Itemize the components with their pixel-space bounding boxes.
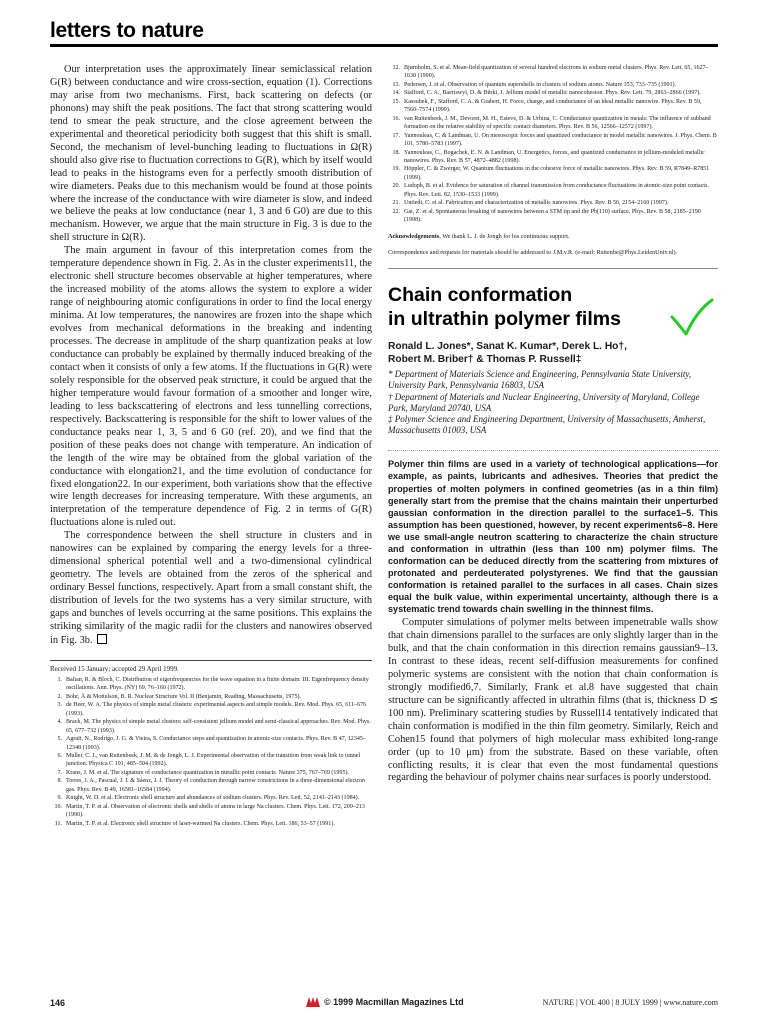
header-rule — [50, 44, 718, 47]
reference-item: 10. Martin, T. P. et al. Observation of electronic shells and shells of atoms in large Na clusters. Chem. Phys. Lett. 172, 209–213 (1990). — [54, 803, 365, 819]
article-separator — [388, 268, 718, 269]
article-title-line-2: in ultrathin polymer films — [388, 308, 621, 331]
affiliation-1: * Department of Materials Science and Engineering, Pennsylvania State University, University Park, Pennsylvania 16803, USA — [388, 369, 692, 391]
reference-item: 6. Muller, C. J., van Ruitenbeek, J. M. & de Jongh, L. J. Experimental observation of the transition from weak link to tunnel junction. Physica C 191, 485–504 (1992). — [57, 752, 361, 768]
page-footer — [50, 994, 718, 1014]
macmillan-logo-icon — [306, 997, 320, 1007]
left-paragraph-2: The main argument in favour of this interpretation comes from the temperature dependence shown in Fig. 2. As in the cluster experiments11, the electronic shell structure becomes observable at higher temperatures, where the increased mobility of the atoms allows the system to explore a wider range of neighbouring atomic configurations in order to find the local energy minima. At low temperatures, the nanowires are frozen into the shape which evolves from mechanical deformations in the breaking and indenting processes. The decrease in amplitude of the sharp quantization peaks at low conductance can probably be explained by thermally induced breaking of the contact when it consists of only a few atoms. If the fluctuations in G(R) were solely responsible for the observed peak structure, it could be argued that the higher temperature would favour formation of a smoother and longer wire, leading to less backscattering of electrons and less tunnelling corrections, respectively. Backscattering is responsible for the shift to lower values of the conductance peaks near 1, 3, 5 and 6 G0 (ref. 20), and we find that the position of these peaks does not change with temperature. An indication of the length of the wire may be obtained from the global variation of the conductance with elongation21, and the time evolution of conductance for fixed elongation22. In our experiment, both variations show that the effective wire length decreases for increasing temperature. With these arguments, an interpretation of the temperature dependence of Fig. 2 in terms of G(R) fluctuations alone is ruled out. — [50, 245, 372, 529]
authors-line-2: Robert M. Briber† & Thomas P. Russell‡ — [388, 354, 582, 366]
reference-item: 4. Brack, M. The physics of simple metal clusters: self-consistent jellium model and semi-classical approaches. Rev. Mod. Phys. 65, 677–732 (1993). — [57, 719, 371, 734]
reference-item: 8. Torres, J. A., Pascual, J. I. & Sáenz, J. J. Theory of conduction through narrow constrictions in a three-dimensional electron gas. Phys. Rev. B 49, 16581–16584 (1994). — [57, 778, 365, 793]
article-title — [388, 283, 718, 331]
left-paragraph-1: Our interpretation uses the approximately linear semiclassical relation G(R) between conductance and wire cross-section, equation (1). Corrections may arise from two mechanisms. First, back scattering on defects (or phonons) may shift the peak positions. The fact that strong scattering would tend to smear the peak structure, and the close agreement between the experimental and theoretical periodicity both suggest that this shift is small. Second, the mechanism of level-bunching leading to fluctuations in Ω(R) should also give rise to fluctuation corrections to G(R), which by itself would lead to peaks in the histograms even for a perfectly smooth distribution of wire diameters. Peaks due to this mechanism would be found at those points where the increase of the conductance with wire diameter is slow, and indeed we believe the peaks at low conductance (near 1, 3 and 6 G0) are due to this mechanism. However, we argue that the main structure in Fig. 3 is due to the shell structure in Ω(R). — [50, 64, 372, 244]
affiliations — [388, 369, 718, 436]
reference-item: 7. Krans, J. M. et al. The signature of conductance quantization in metallic point contacts. Nature 375, 767–769 (1995). — [57, 769, 350, 776]
article-body-paragraph: Computer simulations of polymer melts between impenetrable walls show that chain dimensions parallel to the surfaces are only slightly larger than in the bulk, and that the chain conformation in this direction remains gaussian9–13. In contrast to these ideas, recent self-diffusion measurements for confined polymeric systems are consistent with the notion that chain conformation is strongly modified6,7. Similarly, Frank et al.8 have suggested that chain structure can be significantly affected in ultrathin films (that is, thickness D ≲ 100 nm). Preliminary scattering studies by Russell14 tentatively indicated that chain conformation is modified in the thin film geometry. Similarly, Reich and Cohen15 found that polymers of high molecular mass exhibited long-range order (up to 10 μm) from the substrate. Based on these variable, often conflicting results, it is clear that even the most fundamental questions regarding the behaviour of polymer chains near surfaces is poorly understood. — [388, 617, 718, 784]
affiliation-2: † Department of Materials and Nuclear Engineering, University of Maryland, College Park, Maryland 20740, USA — [388, 391, 700, 413]
reference-item: 2. Bohr, Å & Mottelson, B. R. Nuclear Structure Vol. II (Benjamin, Reading, Massachusetts, 1975). — [57, 693, 301, 700]
article-abstract: Polymer thin films are used in a variety of technological applications—for example, as paints, lubricants and adhesives. Theories that predict the properties of molten polymers in confined geometries (as in a thin film) generally start from the premise that the chains maintain their unperturbed gaussian conformation in the direction parallel to the surface1–5. This assumption has been questioned, however, by recent experiments6–8. Here we use small-angle neutron scattering to characterize the chain structure and conformation in ultrathin (less than 100 nm) polymer films. The conformation can be deduced directly from the scattering from mixtures of protonated and perdeuterated polystyrenes. We find that the gaussian conformation is retained parallel to the surfaces in all cases. Chain sizes equal the bulk value, within experimental uncertainty, although there is a systematic trend towards chain swelling in the thinnest films. — [388, 450, 718, 615]
section-header: letters to nature — [50, 19, 204, 42]
left-reference-list — [50, 676, 372, 828]
reference-item: 21. Untiedt, C. et al. Fabrication and characterization of metallic nanowires. Phys. Rev. B 56, 2154–2160 (1997). — [392, 200, 669, 207]
acknowledgements — [388, 233, 718, 241]
end-of-article-mark — [97, 634, 107, 644]
right-column — [388, 64, 718, 785]
reference-item: 15. Kassubek, F., Stafford, C. A. & Grabert, H. Force, charge, and conductance of an ideal metallic nanowire. Phys. Rev. B 59, 7560–7574 (1999). — [392, 98, 702, 114]
author-list — [388, 340, 718, 366]
reference-item: 20. Ludoph, B. et al. Evidence for saturation of channel transmission from conductance fluctuations in atomic-size point contacts. Phys. Rev. Lett. 82, 1530–1533 (1999). — [392, 183, 709, 198]
reference-item: 14. Stafford, C. A., Baeriswyl, D. & Bürki, J. Jellium model of metallic nanocohesion. Phys. Rev. Lett. 79, 2863–2866 (1997). — [392, 90, 701, 97]
copyright-notice — [306, 997, 464, 1007]
reference-item: 5. Agraït, N., Rodrigo, J. G. & Vieira, S. Conductance steps and quantization in atomic-size contacts. Phys. Rev. B 47, 12345–12348 (1993). — [57, 736, 366, 751]
reference-item: 11. Martin, T. P. et al. Electronic shell structure of laser-warmed Na clusters. Chem. Phys. Lett. 186, 53–57 (1991). — [54, 820, 335, 827]
reference-item: 12. Bjørnholm, S. et al. Mean-field quantization of several hundred electrons in sodium metal clusters. Phys. Rev. Lett. 65, 1627–1630 (1990). — [392, 65, 709, 80]
left-paragraph-3-text: The correspondence between the shell structure in clusters and in nanowires can be explained by comparing the energy levels for a three-dimensional spherical potential well and a two-dimensional cylindrical geometry. The levels are obtained from the zeros of the spherical and ordinary Bessel functions, respectively. Apart from a small constant shift, the distribution of levels for the two systems has a very similar structure, with gaps and bunches of levels occurring at the same positions. This explains the striking similarity of the magic radii for the clusters and nanowires observed in Fig. 3b. — [50, 530, 372, 646]
reference-item: 9. Knight, W. D. et al. Electronic shell structure and abundances of sodium clusters. Phys. Rev. Lett. 52, 2141–2143 (1984). — [57, 795, 360, 802]
reference-item: 13. Pedersen, J. et al. Observation of quantum supershells in clusters of sodium atoms. Nature 353, 733–735 (1991). — [392, 81, 677, 88]
left-paragraph-3 — [50, 530, 372, 648]
affiliation-3: ‡ Polymer Science and Engineering Department, University of Massachusetts, Amherst, Massachusetts 01003, USA — [388, 414, 706, 436]
reference-item: 1. Balian, R. & Bloch, C. Distribution of eigenfrequencies for the wave equation in a finite domain: III. Eigenfrequency density oscillations. Ann. Phys. (NY) 69, 76–160 (1972). — [57, 676, 369, 692]
article-title-line-1: Chain conformation — [388, 284, 573, 307]
green-check-mark-icon — [668, 297, 716, 337]
correspondence-note: Correspondence and requests for materials should be addressed to J.M.v.R. (e-mail: Ruitenbe@Phys.LeidenUniv.nl). — [388, 248, 678, 256]
reference-item: 17. Yannouleas, C. & Landman, U. On mesoscopic forces and quantized conductance in model metallic nanowires. J. Phys. Chem. B 101, 5780–5783 (1997). — [392, 132, 717, 148]
page-number: 146 — [50, 998, 66, 1008]
received-dates: Received 15 January; accepted 29 April 1999. — [50, 660, 372, 673]
reference-item: 16. van Ruitenbeek, J. M., Devoret, M. H., Esteve, D. & Urbina, C. Conductance quantization in metals: The influence of subband formation on the relative stability of specific contact diameters. Phys. Rev. B 56, 12566–12572 (1997). — [392, 115, 711, 131]
authors-line-1: Ronald L. Jones*, Sanat K. Kumar*, Derek L. Ho†, — [388, 341, 627, 353]
copyright-text: © 1999 Macmillan Magazines Ltd — [324, 997, 464, 1007]
acknowledgements-text: We thank L. J. de Jongh for his continuous support. — [442, 232, 570, 240]
reference-item: 18. Yannouleas, C., Bogachek, E. N. & Landman, U. Energetics, forces, and quantized conductance in jellium-modeled metallic nanowires. Phys. Rev. B 57, 4872–4882 (1998). — [392, 149, 705, 164]
acknowledgements-label: Acknowledgements. — [388, 232, 441, 240]
journal-info: NATURE | VOL 400 | 8 JULY 1999 | www.nature.com — [542, 998, 718, 1007]
right-reference-list — [388, 64, 718, 225]
reference-item: 19. Höppler, C. & Zwerger, W. Quantum fluctuations in the cohesive force of metallic nanowires. Phys. Rev. B 59, R7849–R7851 (1999). — [392, 166, 710, 181]
reference-item: 22. Gai, Z. et al. Spontaneous breaking of nanowires between a STM tip and the Pb(110) surface. Phys. Rev. B 58, 2185–2190 (1998). — [392, 208, 701, 224]
left-column — [50, 64, 372, 828]
reference-item: 3. de Heer, W. A. The physics of simple metal clusters: experimental aspects and simple models. Rev. Mod. Phys. 65, 611–676 (1993). — [57, 702, 367, 717]
